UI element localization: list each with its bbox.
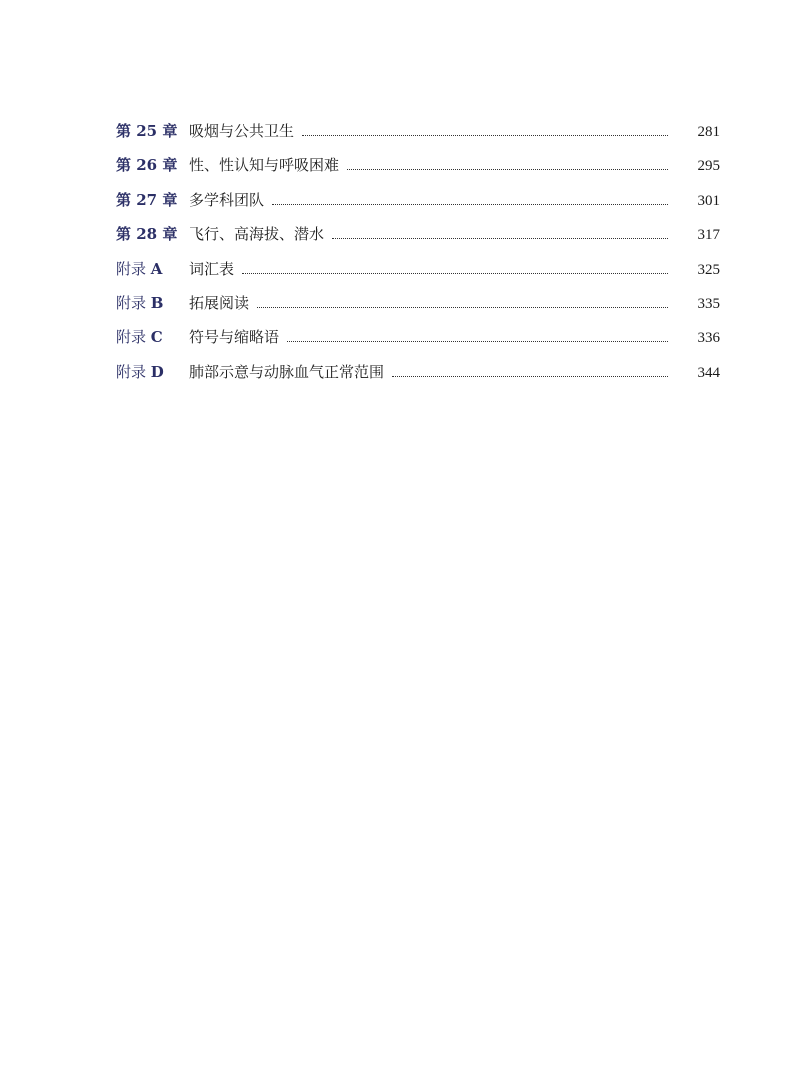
entry-title: 拓展阅读 xyxy=(189,293,250,312)
entry-title: 词汇表 xyxy=(189,259,235,278)
entry-title: 性、性认知与呼吸困难 xyxy=(189,156,340,175)
entry-title: 多学科团队 xyxy=(189,190,265,209)
page-number: 295 xyxy=(697,158,720,175)
table-of-contents xyxy=(116,121,720,396)
page-number: 335 xyxy=(697,295,720,312)
toc-entry-appendix-d[interactable] xyxy=(116,362,720,396)
chapter-label: 第 25 章 xyxy=(116,122,178,140)
toc-entry-chapter-28[interactable] xyxy=(116,224,720,258)
toc-entry-appendix-a[interactable] xyxy=(116,259,720,293)
entry-title: 符号与缩略语 xyxy=(189,328,280,347)
appendix-label: 附录 D xyxy=(116,362,164,381)
entry-title: 飞行、高海拔、潜水 xyxy=(189,225,325,244)
appendix-label: 附录 C xyxy=(116,328,163,347)
toc-entry-appendix-c[interactable] xyxy=(116,327,720,361)
dot-leader xyxy=(257,307,668,308)
page-number: 325 xyxy=(697,261,720,278)
page-number: 281 xyxy=(697,124,720,140)
page-number: 336 xyxy=(697,330,720,347)
toc-entry-appendix-b[interactable] xyxy=(116,293,720,327)
dot-leader xyxy=(242,273,668,274)
chapter-label: 第 26 章 xyxy=(116,156,178,175)
dot-leader xyxy=(347,169,668,170)
toc-entry-chapter-26[interactable] xyxy=(116,155,720,189)
toc-entry-chapter-27[interactable] xyxy=(116,190,720,224)
page-number: 344 xyxy=(697,364,720,381)
chapter-label: 第 27 章 xyxy=(116,190,178,209)
dot-leader xyxy=(287,341,668,342)
appendix-label: 附录 A xyxy=(116,259,163,278)
page-number: 317 xyxy=(697,227,720,244)
entry-title: 吸烟与公共卫生 xyxy=(189,122,295,140)
appendix-label: 附录 B xyxy=(116,293,164,312)
dot-leader xyxy=(272,204,668,205)
entry-title: 肺部示意与动脉血气正常范围 xyxy=(189,362,385,381)
page-number: 301 xyxy=(697,192,720,209)
chapter-label: 第 28 章 xyxy=(116,225,178,244)
dot-leader xyxy=(302,135,668,136)
toc-entry-chapter-25[interactable] xyxy=(116,121,720,155)
dot-leader xyxy=(332,238,668,239)
dot-leader xyxy=(392,376,668,377)
